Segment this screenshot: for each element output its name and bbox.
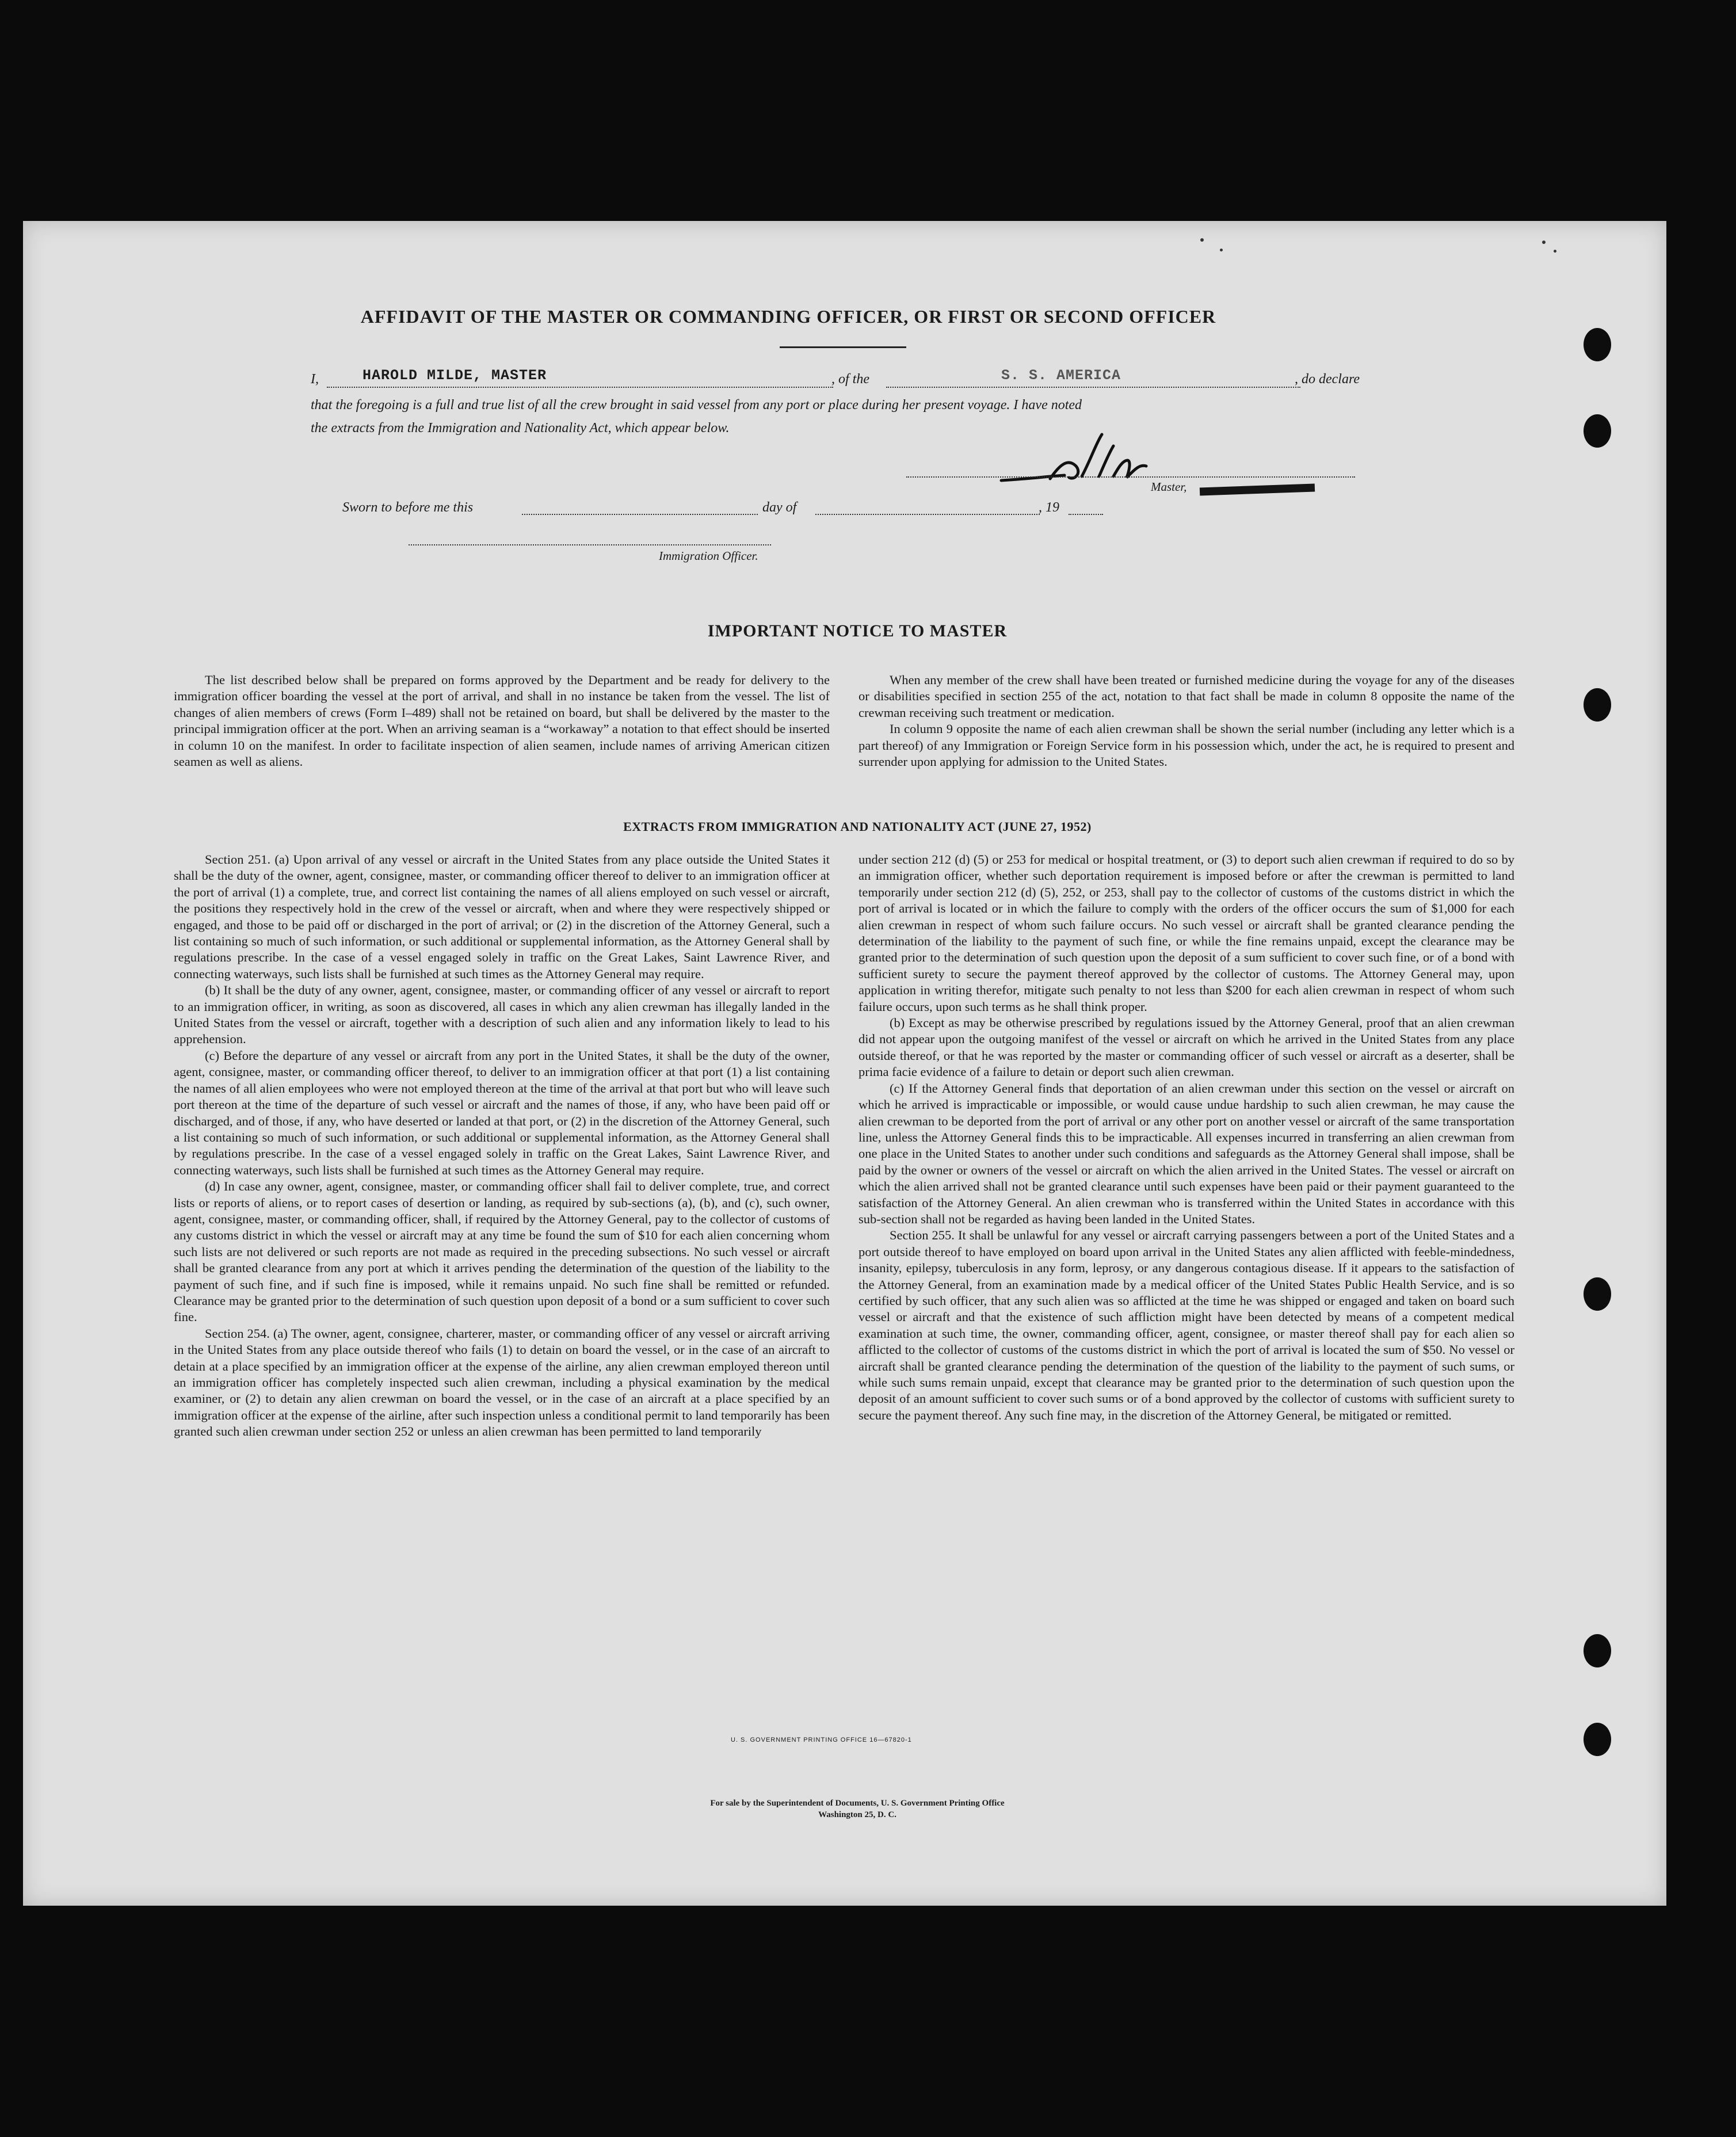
- document-page: [23, 221, 1666, 1906]
- notice-paragraph: When any member of the crew shall have been treated or furnished medicine during the voyage for any of the diseases or disabilities specified in section 255 of the act, notation to that fact shall be made in column 8 opposite the name of the crewman receiving such treatment or medication.: [859, 673, 1514, 720]
- dust-speck: [1200, 238, 1204, 242]
- notice-paragraph: The list described below shall be prepared on forms approved by the Department and be ready for delivery to the immigration officer boarding the vessel at the port of arrival, and shall in no instance be taken from the vessel. The list of changes of alien members of crews (Form I–489) shall not be retained on board, but shall be delivered by the master to the principal immigration officer at the port. When an arriving seaman is a “workaway” a notation to that effect should be inserted in column 10 on the manifest. In order to facilitate inspection of alien seamen, include names of arriving American citizen seamen as well as aliens.: [174, 673, 830, 769]
- punch-hole: [1584, 1634, 1611, 1667]
- extract-paragraph: (b) It shall be the duty of any owner, agent, consignee, master, or commanding officer of any vessel or aircraft to report to an immigration officer, in writing, as soon as discovered, all cases in which any alien crewman has illegally landed in the United States from the vessel or aircraft, together with a description of such alien and any information likely to lead to his apprehension.: [174, 983, 830, 1047]
- dust-speck: [1554, 250, 1556, 253]
- i-label: I,: [311, 372, 319, 387]
- gpo-imprint: U. S. GOVERNMENT PRINTING OFFICE 16—67820-1: [731, 1737, 912, 1743]
- notice-heading: IMPORTANT NOTICE TO MASTER: [707, 621, 1008, 640]
- extract-paragraph: (b) Except as may be otherwise prescribed by regulations issued by the Attorney General, proof that an alien crewman did not appear upon the outgoing manifest of the vessel or aircraft on which he arrived in the United States from any place outside thereof, or that he was reported by the master or commanding officer of such vessel or aircraft as a deserter, shall be prima facie evidence of a failure to detain or deport such alien crewman.: [859, 1016, 1514, 1079]
- officer-dotted-line: [409, 544, 771, 545]
- dust-speck: [1542, 241, 1546, 244]
- sworn-day-dotted-line: [522, 514, 758, 515]
- punch-hole: [1584, 1277, 1611, 1311]
- vessel-dotted-line: [886, 387, 1300, 388]
- extract-paragraph: Section 254. (a) The owner, agent, consignee, charterer, master, or commanding officer of any vessel or aircraft arriving in the United States from any place outside thereof who fails (1) to detain on board the vessel, or in the case of an aircraft to detain at a place specified by an immigration officer at the expense of the airline, any alien crewman employed thereon until an immigration officer has completely inspected such alien crewman, including a physical examination by the medical examiner, or (2) to detain any alien crewman on board the vessel, or in the case of an aircraft at a place specified by an immigration officer at the expense of the airline, after such inspection unless a conditional permit to land temporarily has been granted such alien crewman under section 252 or unless an alien crewman has been permitted to land temporarily: [174, 1326, 830, 1439]
- punch-hole: [1584, 328, 1611, 361]
- notice-left-column: [174, 672, 830, 770]
- declarant-line: [311, 367, 1381, 395]
- sworn-month-dotted-line: [815, 514, 1040, 515]
- affidavit-title: AFFIDAVIT OF THE MASTER OR COMMANDING OFFICER, OR FIRST OR SECOND OFFICER: [360, 306, 1216, 327]
- extract-paragraph: (d) In case any owner, agent, consignee, master, or commanding officer shall fail to deliver complete, true, and correct lists or reports of aliens, or to report cases of desertion or landing, as required by sub-sections (a), (b), and (c), such owner, agent, consignee, master, or commanding officer, shall, if required by the Attorney General, pay to the collector of customs of any customs district in which the vessel or aircraft may at any time be found the sum of $10 for each alien concerning whom such lists are not delivered or such reports are not made as required in the preceding subsections. No such vessel or aircraft shall be granted clearance from any port at which it arrives pending the determination of the question of the liability to the payment of such fine, and if such fine is imposed, while it remains unpaid. No such fine shall be remitted or refunded. Clearance may be granted prior to the determination of such question upon deposit of a bond or a sum sufficient to cover such fine.: [174, 1179, 830, 1325]
- year-prefix: , 19: [1039, 500, 1059, 515]
- sale-notice-line-1: For sale by the Superintendent of Documents, U. S. Government Printing Office: [710, 1799, 1005, 1808]
- extract-paragraph: Section 251. (a) Upon arrival of any vessel or aircraft in the United States from any place outside the United States it shall be the duty of the owner, agent, consignee, master, or commanding officer thereof to deliver to an immigration officer at the port of arrival (1) a complete, true, and correct list containing the names of all aliens employed on such vessel or aircraft, the positions they respectively hold in the crew of the vessel or aircraft, when and where they were respectively shipped or engaged, and those to be paid off or discharged in the port of arrival; or (2) in the discretion of the Attorney General, such a list containing so much of such information, or such additional or supplemental information, as the Attorney General shall by regulations prescribe. In the case of a vessel engaged solely in traffic on the Great Lakes, Saint Lawrence River, and connecting waterways, such lists shall be furnished at such times as the Attorney General may require.: [174, 852, 830, 981]
- extracts-left-column: [174, 852, 830, 1440]
- master-signature: [995, 426, 1174, 489]
- punch-hole: [1584, 414, 1611, 448]
- declarant-dotted-line: [327, 387, 833, 388]
- sworn-line: [342, 500, 1148, 521]
- punch-hole: [1584, 1723, 1611, 1756]
- extract-paragraph: under section 212 (d) (5) or 253 for medical or hospital treatment, or (3) to deport such alien crewman if required to do so by an immigration officer, whether such deportation requirement is imposed before or after the crewman is permitted to land temporarily under section 212 (d) (5), 252, or 253, shall pay to the collector of customs of the customs district in which the port of arrival is located or in which the failure to comply with the orders of the officer occurs the sum of $1,000 for each alien crewman in respect of whom such failure occurs. No such vessel or aircraft shall be granted clearance pending the determination of the liability to the payment of such fine, or while the fine remains unpaid, except the clearance may be granted prior to the determination of such question upon the deposit of a sum sufficient to cover such fine, or of a bond with sufficient surety to secure the payment thereof approved by the collector of customs. The Attorney General may, upon application in writing therefor, mitigate such penalty to not less than $200 for each alien crewman in respect of whom such failure occurs, upon such terms as he shall think proper.: [859, 852, 1514, 1014]
- sworn-label: Sworn to before me this: [342, 500, 474, 515]
- of-the-label: , of the: [831, 372, 869, 387]
- extract-paragraph: (c) If the Attorney General finds that deportation of an alien crewman under this section on the vessel or aircraft on which he arrived is impracticable or impossible, or would cause undue hardship to such alien crewman, he may cause the alien crewman to be deported from the port of arrival or any other port on another vessel or aircraft of the same transportation line, unless the Attorney General finds this to be impracticable. All expenses incurred in transferring an alien crewman from one place in the United States to another under such conditions and safeguards as the Attorney General shall impose, shall be paid by the owner or owners of the vessel or aircraft on which the alien arrived in the United States. The vessel or aircraft on which the alien arrived shall not be granted clearance until such expenses have been paid or their payment guaranteed to the satisfaction of the Attorney General. An alien crewman who is transferred within the United States in accordance with this sub-section shall not be regarded as having been landed in the United States.: [859, 1081, 1514, 1226]
- signature-dotted-line: [906, 476, 1355, 478]
- dust-speck: [1220, 249, 1223, 251]
- extract-paragraph: (c) Before the departure of any vessel or aircraft from any port in the United States, it shall be the duty of the owner, agent, consignee, master, or commanding officer thereof, to deliver to an immigration officer at that port (1) a list containing the names of all alien employees who were not employed thereon at the time of the arrival at that port but who will leave such port thereon at the time of the departure of such vessel or aircraft and the names of those, if any, who have been paid off or discharged, and of those, if any, who have deserted or landed at that port, or (2) in the discretion of the Attorney General, such a list containing so much of such information, or such additional or supplemental information, as the Attorney General shall by regulations prescribe. In the case of a vessel engaged solely in traffic on the Great Lakes, Saint Lawrence River, and connecting waterways, such lists shall be furnished at such times as the Attorney General may require.: [174, 1048, 830, 1177]
- notice-right-column: [859, 672, 1514, 770]
- year-dotted-line: [1069, 514, 1103, 515]
- extracts-heading: EXTRACTS FROM IMMIGRATION AND NATIONALITY ACT (JUNE 27, 1952): [623, 819, 1092, 834]
- master-label: Master,: [1151, 480, 1187, 494]
- redaction-mark: [1200, 484, 1315, 496]
- declarant-name: HAROLD MILDE, MASTER: [363, 367, 547, 384]
- title-rule: [780, 346, 906, 348]
- immigration-officer-label: Immigration Officer.: [659, 549, 758, 563]
- punch-hole: [1584, 688, 1611, 722]
- day-of-label: day of: [762, 500, 797, 515]
- do-declare-label: , do declare: [1295, 372, 1360, 387]
- affidavit-line-3: the extracts from the Immigration and Nationality Act, which appear below.: [311, 421, 730, 436]
- sale-notice-line-2: Washington 25, D. C.: [818, 1810, 896, 1819]
- extracts-right-column: [859, 852, 1514, 1424]
- vessel-name: S. S. AMERICA: [1001, 367, 1121, 384]
- extract-paragraph: Section 255. It shall be unlawful for any vessel or aircraft carrying passengers between a port of the United States and a port outside thereof to have employed on board upon arrival in the United States any alien afflicted with feeble-mindedness, insanity, epilepsy, tuberculosis in any form, leprosy, or any dangerous contagious disease. If it appears to the satisfaction of the Attorney General, from an examination made by a medical officer of the United States Public Health Service, and is so certified by such officer, that any such alien was so afflicted at the time he was shipped or engaged and taken on board such vessel or aircraft and that the existence of such affliction might have been detected by means of a competent medical examination at such time, the owner, commanding officer, agent, consignee, or master thereof shall pay for each alien so afflicted to the collector of customs of the customs district in which the port of arrival is located the sum of $50. No vessel or aircraft shall be granted clearance pending the determination of the question of the liability to the payment of such sums, or while such sums remain unpaid, except that clearance may be granted prior to the determination of such question upon the deposit of an amount sufficient to cover such sums or of a bond approved by the collector of customs with sufficient surety to secure the payment thereof. Any such fine may, in the discretion of the Attorney General, be mitigated or remitted.: [859, 1228, 1514, 1422]
- notice-paragraph: In column 9 opposite the name of each alien crewman shall be shown the serial number (including any letter which is a part thereof) of any Immigration or Foreign Service form in his possession which, under the act, he is required to present and surrender upon applying for admission to the United States.: [859, 722, 1514, 769]
- affidavit-line-2: that the foregoing is a full and true list of all the crew brought in said vessel from any port or place during her present voyage. I have noted: [311, 398, 1082, 413]
